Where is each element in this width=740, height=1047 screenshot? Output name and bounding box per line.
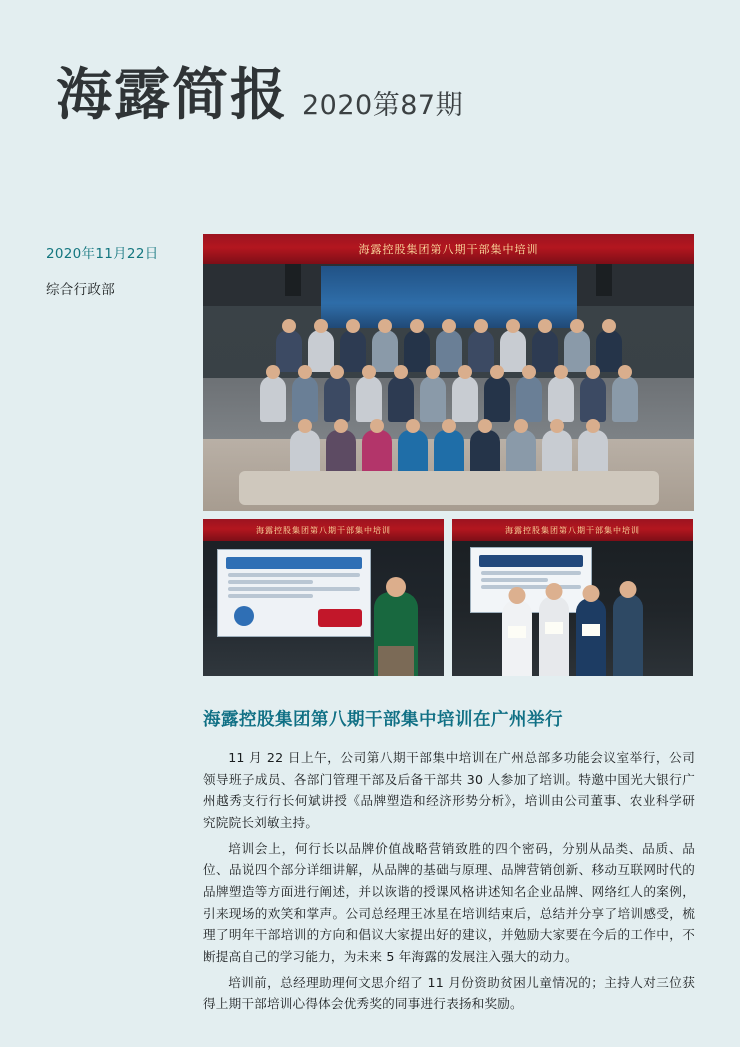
slide-highlight-badge (318, 609, 362, 627)
article-paragraph: 培训前，总经理助理何文思介绍了 11 月份资助贫困儿童情况的；主持人对三位获得上期干部培训心得体会优秀奖的同事进行表扬和奖励。 (203, 974, 695, 1012)
lecture-photo-scene (203, 519, 444, 676)
group-photo-banner: 海露控股集团第八期干部集中培训 (203, 234, 694, 264)
email-icon (234, 606, 254, 626)
photo-group (203, 234, 694, 676)
meta-column (46, 242, 196, 298)
lecture-photo-banner: 海露控股集团第八期干部集中培训 (203, 519, 444, 541)
award-recipients (452, 594, 693, 676)
speaker-box-right-icon (596, 262, 612, 296)
article-body (203, 747, 695, 1015)
award-photo-banner: 海露控股集团第八期干部集中培训 (452, 519, 693, 541)
speaker-box-left-icon (285, 262, 301, 296)
seating-row (239, 471, 659, 505)
group-photo (203, 234, 694, 511)
article (203, 706, 695, 1019)
article-paragraph: 培训会上，何行长以品牌价值战略营销致胜的四个密码，分别从品类、品质、品位、品说四个部分详细讲解，从品牌的基础与原理、品牌营销创新、移动互联网时代的品牌塑造等方面进行阐述，并以诙谐的授课风格讲述知名企业品牌、网络红人的案例，引来现场的欢笑和掌声。公司总经理王冰星在培训结束后，总结并分享了培训感受，梳理了明年干部培训的方向和倡议大家提出好的建议，并勉励大家要在今后的工作中，不断提高自己的学习能力，为未来 5 年海露的发展注入强大的动力。 (203, 840, 695, 964)
article-paragraph: 11 月 22 日上午，公司第八期干部集中培训在广州总部多功能会议室举行，公司领导班子成员、各部门管理干部及后备干部共 30 人参加了培训。特邀中国光大银行广州越秀支行行长何斌讲授《品牌塑造和经济形势分析》，培训由公司董事、农业科学研究院院长刘敏主持。 (203, 750, 695, 830)
award-photo-scene (452, 519, 693, 676)
masthead-inner (56, 63, 464, 128)
photo-row (203, 519, 694, 676)
projection-screen (217, 549, 371, 637)
article-headline: 海露控股集团第八期干部集中培训在广州举行 (203, 710, 563, 730)
certificate-icon (582, 624, 600, 636)
certificate-icon (545, 622, 563, 634)
publication-date: 2020年11月22日 (46, 246, 159, 262)
lecturer-figure (374, 592, 418, 676)
masthead (0, 0, 740, 168)
group-photo-scene (203, 234, 694, 511)
group-photo-middle-row (203, 376, 694, 422)
issue-number: 2020第87期 (302, 90, 464, 121)
publication-title: 海露简报 (56, 63, 288, 128)
certificate-icon (508, 626, 526, 638)
lecture-photo (203, 519, 444, 676)
award-photo (452, 519, 693, 676)
publishing-department: 综合行政部 (46, 282, 115, 298)
